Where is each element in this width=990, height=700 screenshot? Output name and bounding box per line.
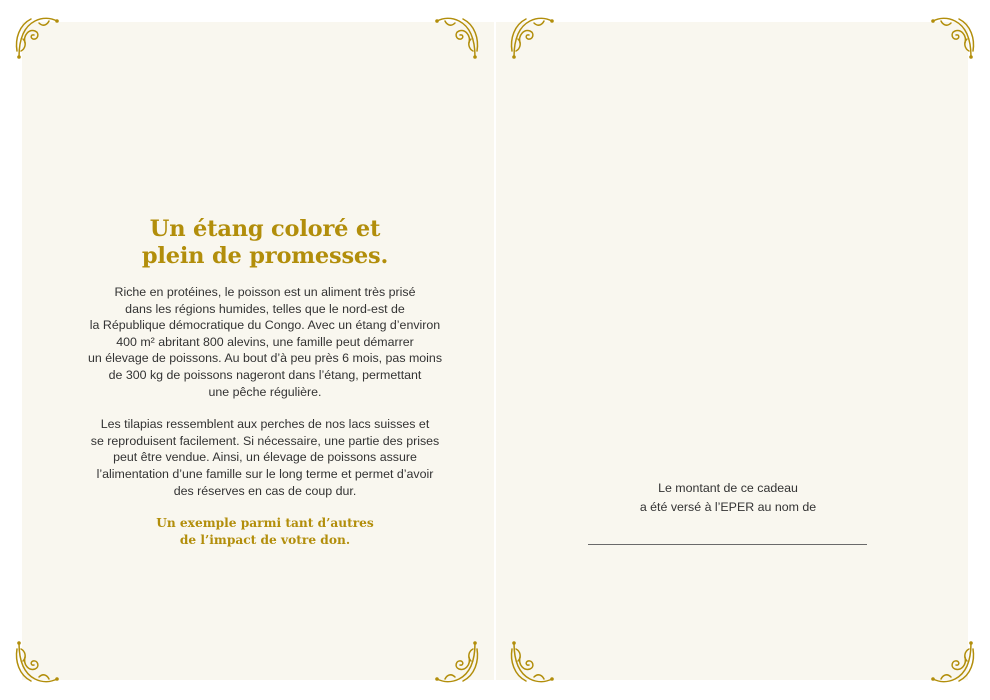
paragraph-line: la République démocratique du Congo. Avec un étang d’environ xyxy=(89,318,441,333)
title-line: Un étang coloré et xyxy=(149,216,381,242)
closing-line: Un exemple parmi tant d’autres xyxy=(156,516,374,531)
closing-line: de l’impact de votre don. xyxy=(179,533,351,548)
flourish-top-right-inner-icon xyxy=(508,13,558,63)
closing-statement xyxy=(30,515,500,549)
paragraph-line: Les tilapias ressemblent aux perches de nos lacs suisses et xyxy=(100,417,430,432)
paragraph-line: peut être vendue. Ainsi, un élevage de poissons assure xyxy=(113,450,417,465)
paragraph-line: dans les régions humides, telles que le nord-est de xyxy=(125,301,405,316)
flourish-top-left-inner-icon xyxy=(431,13,481,63)
paragraph-line: Riche en protéines, le poisson est un aliment très prisé xyxy=(114,285,416,299)
dedication-line: a été versé à l’EPER au nom de xyxy=(639,500,817,514)
body-paragraph-2 xyxy=(30,416,500,499)
paragraph-line: une pêche régulière. xyxy=(208,384,322,399)
right-page-content xyxy=(588,479,868,517)
flourish-bottom-right-inner-icon xyxy=(508,637,558,687)
flourish-bottom-left-inner-icon xyxy=(431,637,481,687)
paragraph-line: 400 m² abritant 800 alevins, une famille peut démarrer xyxy=(116,334,414,349)
paragraph-line: se reproduisent facilement. Si nécessaire, une partie des prises xyxy=(90,433,440,448)
flourish-top-right-icon xyxy=(927,13,977,63)
page-title xyxy=(30,216,500,270)
right-page-panel xyxy=(496,22,968,680)
paragraph-line: des réserves en cas de coup dur. xyxy=(173,483,357,498)
left-page-content xyxy=(30,216,500,549)
flourish-top-left-icon xyxy=(13,13,63,63)
flourish-bottom-right-icon xyxy=(927,637,977,687)
recipient-name-line[interactable] xyxy=(588,544,867,545)
paragraph-line: un élevage de poissons. Au bout d’à peu près 6 mois, pas moins xyxy=(87,351,443,366)
title-line: plein de promesses. xyxy=(141,243,389,269)
flourish-bottom-left-icon xyxy=(13,637,63,687)
dedication-line: Le montant de ce cadeau xyxy=(658,481,798,495)
paragraph-line: l’alimentation d’une famille sur le long terme et permet d’avoir xyxy=(96,466,434,481)
body-paragraph-1 xyxy=(30,284,500,400)
dedication-text xyxy=(588,479,868,517)
paragraph-line: de 300 kg de poissons nageront dans l’étang, permettant xyxy=(108,367,422,382)
